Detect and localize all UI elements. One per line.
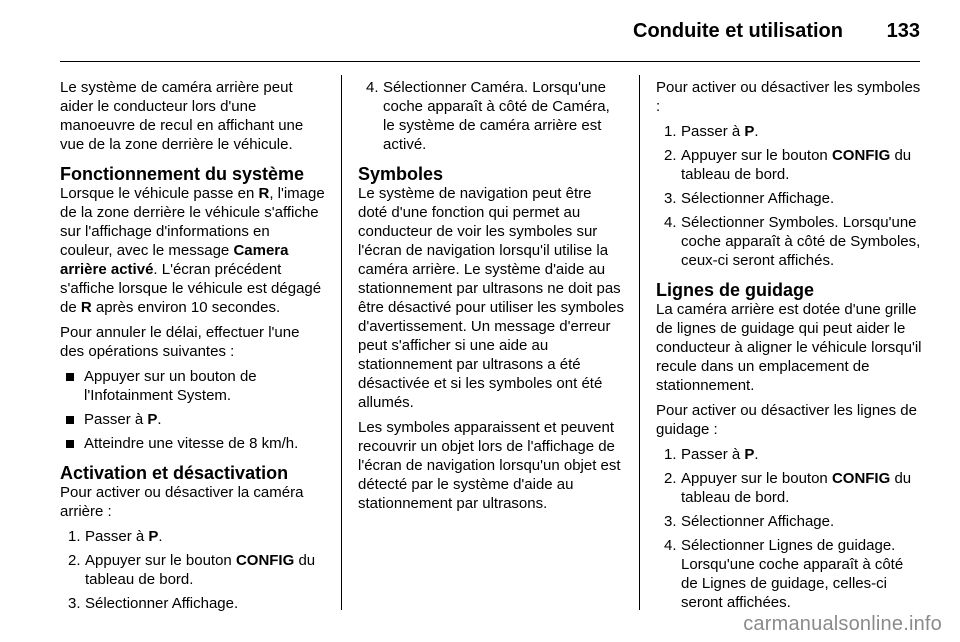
cancel-options-list (60, 367, 326, 453)
column-1 (60, 78, 326, 619)
column-2 (358, 78, 624, 519)
symbols-steps-list (656, 122, 922, 270)
list-item: 1. Passer à P. (664, 446, 759, 463)
list-item: 4. Sélectionner Caméra. Lorsqu'une coche apparaît à côté de Caméra, le système de caméra arrière est activé. (366, 79, 610, 153)
activation-steps-continued (358, 78, 624, 154)
list-item: 2. Appuyer sur le bouton CONFIG du tableau de bord. (664, 147, 912, 183)
symbols-paragraph-1: Le système de navigation peut être doté d'une fonction qui permet au conducteur de voir les symboles sur l'écran de navigation lorsqu'il utilise la caméra arrière. Le système d'aide au stationnement par ultrasons ne doit pas être désactivé pour utiliser les symboles d'avertissement. Un message d'erreur peut s'afficher si une aide au stationnement par ultrasons a été désactivée et si les symboles ont été allumés. (358, 185, 624, 411)
column-3 (656, 78, 922, 618)
list-item: 3. Sélectionner Affichage. (664, 513, 835, 530)
section-heading-system-operation: Fonctionnement du système (60, 164, 305, 184)
watermark: carmanualsonline.info (743, 613, 942, 635)
page-number: 133 (886, 20, 920, 42)
list-item: 1. Passer à P. (68, 528, 163, 545)
section-heading-symbols: Symboles (358, 164, 444, 184)
list-item: Atteindre une vitesse de 8 km/h. (60, 434, 326, 453)
section-heading-activation: Activation et désactivation (60, 463, 289, 483)
bullet-square-icon (66, 373, 74, 381)
activation-steps-list (60, 527, 326, 613)
list-item: Appuyer sur un bouton de l'Infotainment System. (60, 367, 326, 405)
page-title: Conduite et utilisation (633, 20, 843, 42)
symbols-toggle-intro: Pour activer ou désactiver les symboles : (656, 79, 921, 115)
list-item: 4. Sélectionner Symboles. Lorsqu'une coche apparaît à côté de Symboles, ceux-ci seront affichés. (664, 214, 921, 269)
guidelines-paragraph-1: La caméra arrière est dotée d'une grille de lignes de guidage qui peut aider le conducteur à aligner le véhicule lorsqu'il recule dans un emplacement de stationnement. (656, 301, 922, 394)
bullet-square-icon (66, 416, 74, 424)
intro-paragraph: Le système de caméra arrière peut aider le conducteur lors d'une manoeuvre de recul en affichant une vue de la zone derrière le véhicule. (60, 79, 304, 153)
list-item: 1. Passer à P. (664, 123, 759, 140)
section-heading-guidelines: Lignes de guidage (656, 280, 815, 300)
cancel-delay-paragraph: Pour annuler le délai, effectuer l'une des opérations suivantes : (60, 324, 300, 360)
list-item: Passer à P. (60, 410, 326, 429)
activation-paragraph: Pour activer ou désactiver la caméra arrière : (60, 484, 304, 520)
list-item: 4. Sélectionner Lignes de guidage. Lorsqu'une coche apparaît à côté de Lignes de guidage, celles-ci seront affichées. (664, 537, 904, 611)
header-divider (60, 61, 920, 62)
bullet-square-icon (66, 440, 74, 448)
column-divider-2 (639, 75, 640, 610)
page-header (0, 0, 960, 62)
list-item: 3. Sélectionner Affichage. (68, 595, 239, 612)
list-item: 3. Sélectionner Affichage. (664, 190, 835, 207)
guidelines-paragraph-2: Pour activer ou désactiver les lignes de guidage : (656, 402, 917, 438)
symbols-paragraph-2: Les symboles apparaissent et peuvent recouvrir un objet lors de l'affichage de l'écran de navigation lorsqu'un objet est détecté par le système d'aide au stationnement par ultrasons. (358, 419, 621, 512)
list-item: 2. Appuyer sur le bouton CONFIG du tableau de bord. (664, 470, 912, 506)
column-divider-1 (341, 75, 342, 610)
system-operation-paragraph: Lorsque le véhicule passe en R, l'image de la zone derrière le véhicule s'affiche sur l'affichage d'informations en couleur, avec le message Camera arrière activé. L'écran précédent s'affiche lorsque le véhicule est dégagé de R après environ 10 secondes. (60, 185, 325, 316)
list-item: 2. Appuyer sur le bouton CONFIG du tableau de bord. (68, 552, 316, 588)
guidelines-steps-list (656, 445, 922, 612)
